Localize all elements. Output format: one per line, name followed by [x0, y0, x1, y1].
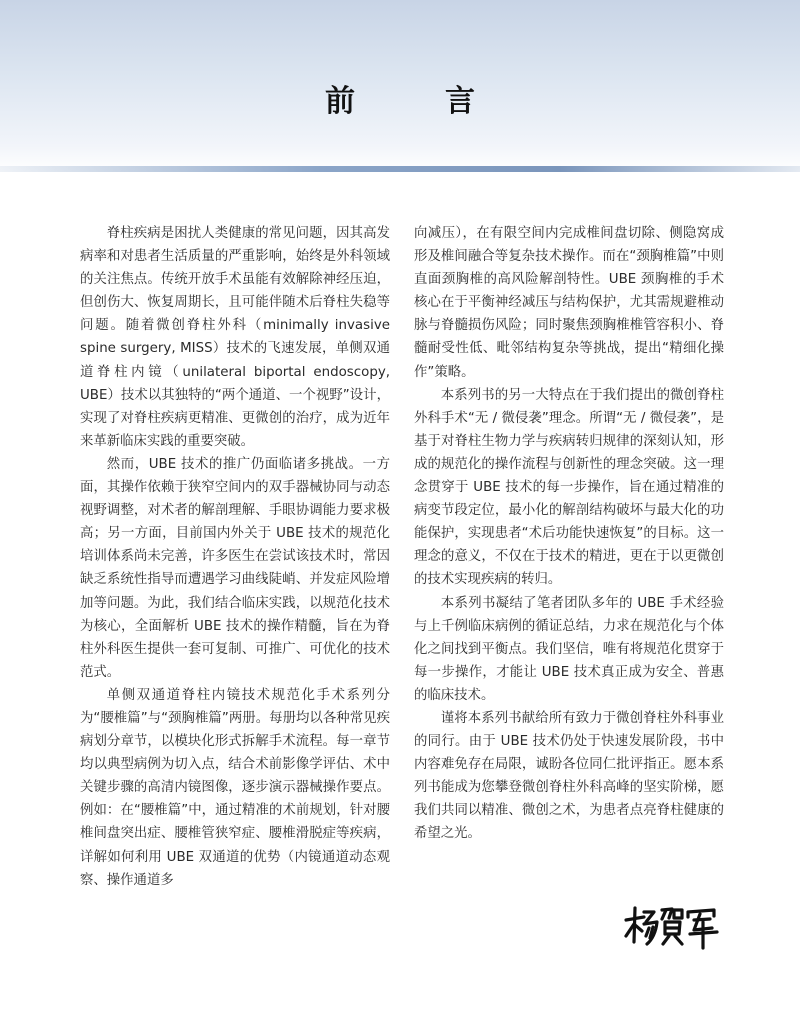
paragraph: 然而，UBE 技术的推广仍面临诸多挑战。一方面，其操作依赖于狭窄空间内的双手器械协同与动态视野调整，对术者的解剖理解、手眼协调能力要求极高；另一方面，目前国内外关于 UBE 技术的规范化培训体系尚未完善，许多医生在尝试该技术时，常因缺乏系统性指导而遭遇学习曲线陡峭、并发症风险增加等问题。为此，我们结合临床实践，以规范化技术为核心，全面解析 UBE 技术的操作精髓，旨在为脊柱外科医生提供一套可复制、可推广、可优化的技术范式。 [80, 456, 390, 680]
left-column [80, 222, 390, 892]
page-title: 前 言 [325, 84, 505, 119]
paragraph: 本系列书凝结了笔者团队多年的 UBE 手术经验与上千例临床病例的循证总结，力求在规范化与个体化之间找到平衡点。我们坚信，唯有将规范化贯穿于每一步操作，才能让 UBE 技术真正成为安全、普惠的临床技术。 [414, 595, 724, 703]
handwritten-signature [622, 900, 722, 950]
paragraph: 脊柱疾病是困扰人类健康的常见问题，因其高发病率和对患者生活质量的严重影响，始终是外科领域的关注焦点。传统开放手术虽能有效解除神经压迫，但创伤大、恢复周期长，且可能伴随术后脊柱失稳等问题。随着微创脊柱外科（minimally invasive spine surgery, MISS）技术的飞速发展，单侧双通道脊柱内镜（unilateral biportal endoscopy, UBE）技术以其独特的“两个通道、一个视野”设计，实现了对脊柱疾病更精准、更微创的治疗，成为近年来革新临床实践的重要突破。 [80, 226, 390, 449]
right-column [414, 222, 724, 846]
header-divider [0, 166, 800, 172]
paragraph: 谨将本系列书献给所有致力于微创脊柱外科事业的同行。由于 UBE 技术仍处于快速发展阶段，书中内容难免存在局限，诚盼各位同仁批评指正。愿本系列书能成为您攀登微创脊柱外科高峰的坚实阶梯，愿我们共同以精准、微创之术，为患者点亮脊柱健康的希望之光。 [414, 710, 724, 842]
paragraph-continued: 向减压），在有限空间内完成椎间盘切除、侧隐窝成形及椎间融合等复杂技术操作。而在“颈胸椎篇”中则直面颈胸椎的高风险解剖特性。UBE 颈胸椎的手术核心在于平衡神经减压与结构保护，尤其需规避椎动脉与脊髓损伤风险；同时聚焦颈胸椎椎管容积小、脊髓耐受性低、毗邻结构复杂等挑战，提出“精细化操作”策略。 [414, 226, 724, 380]
paragraph: 单侧双通道脊柱内镜技术规范化手术系列分为“腰椎篇”与“颈胸椎篇”两册。每册均以各种常见疾病划分章节，以模块化形式拆解手术流程。每一章节均以典型病例为切入点，结合术前影像学评估、术中关键步骤的高清内镜图像，逐步演示器械操作要点。例如：在“腰椎篇”中，通过精准的术前规划，针对腰椎间盘突出症、腰椎管狭窄症、腰椎滑脱症等疾病，详解如何利用 UBE 双通道的优势（内镜通道动态观察、操作通道多 [80, 687, 390, 888]
paragraph: 本系列书的另一大特点在于我们提出的微创脊柱外科手术“无 / 微侵袭”理念。所谓“无 / 微侵袭”，是基于对脊柱生物力学与疾病转归规律的深刻认知，形成的规范化的操作流程与创新性的理念突破。这一理念贯穿于 UBE 技术的每一步操作，旨在通过精准的病变节段定位，最小化的解剖结构破坏与最大化的功能保护，实现患者“术后功能快速恢复”的目标。这一理念的意义，不仅在于技术的精进，更在于以更微创的技术实现疾病的转归。 [414, 387, 724, 588]
